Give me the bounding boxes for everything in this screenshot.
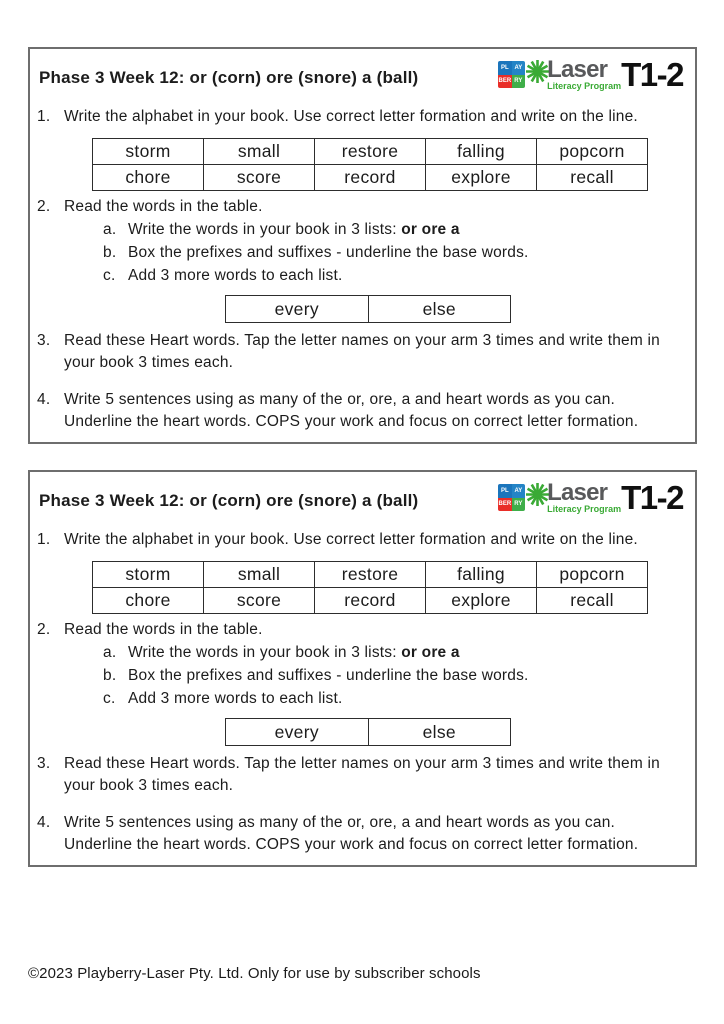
instruction-4-number: 4. bbox=[37, 391, 51, 408]
heart-words-table bbox=[225, 295, 511, 323]
word-table-row bbox=[93, 139, 648, 165]
worksheet-panel bbox=[28, 47, 697, 444]
instruction-2a-text bbox=[128, 642, 683, 664]
heart-word-cell: else bbox=[368, 296, 511, 323]
playberry-puzzle-icon bbox=[498, 484, 525, 511]
word-cell: record bbox=[315, 588, 426, 614]
word-cell: storm bbox=[93, 139, 204, 165]
instruction-2a-text-plain: Write the words in your book in 3 lists: bbox=[128, 644, 402, 661]
word-cell: explore bbox=[426, 588, 537, 614]
instruction-2-text: Read the words in the table. bbox=[64, 621, 263, 638]
instruction-3-number: 3. bbox=[37, 332, 51, 349]
word-table-row bbox=[93, 165, 648, 191]
word-cell: score bbox=[204, 165, 315, 191]
heart-word-cell: else bbox=[368, 719, 511, 746]
playberry-laser-logo bbox=[498, 55, 683, 93]
laser-brand-block bbox=[547, 481, 621, 514]
literacy-program-text: Literacy Program bbox=[547, 81, 622, 91]
instruction-4 bbox=[37, 812, 683, 856]
instruction-2b-letter: b. bbox=[103, 244, 117, 261]
instruction-2a bbox=[103, 642, 683, 664]
instruction-2-text: Read the words in the table. bbox=[64, 198, 263, 215]
instruction-2a-text-bold: or ore a bbox=[401, 644, 460, 661]
instruction-2c-text: Add 3 more words to each list. bbox=[128, 690, 343, 707]
worksheet-panel-2-slot bbox=[28, 470, 697, 867]
word-cell: small bbox=[204, 139, 315, 165]
word-cell: falling bbox=[426, 139, 537, 165]
puzzle-piece-ry: RY bbox=[512, 75, 526, 89]
word-cell: restore bbox=[315, 139, 426, 165]
instruction-2b bbox=[103, 242, 683, 264]
word-cell: storm bbox=[93, 562, 204, 588]
word-cell: small bbox=[204, 562, 315, 588]
word-cell: score bbox=[204, 588, 315, 614]
literacy-program-text: Literacy Program bbox=[547, 504, 622, 514]
word-cell: recall bbox=[537, 588, 648, 614]
instruction-2a-text bbox=[128, 219, 683, 241]
instruction-4-text: Write 5 sentences using as many of the or, ore, a and heart words as you can. Underline the heart words. COPS your work and focus on correct letter formation. bbox=[64, 391, 639, 430]
puzzle-piece-pl: PL bbox=[498, 484, 512, 498]
word-cell: chore bbox=[93, 165, 204, 191]
panel-header bbox=[37, 55, 683, 93]
laser-brand-text: Laser bbox=[547, 479, 608, 506]
panel-header bbox=[37, 478, 683, 516]
heart-words-row bbox=[226, 719, 511, 746]
heart-word-cell: every bbox=[226, 296, 369, 323]
term-tag: T1-2 bbox=[621, 55, 683, 93]
instruction-1-number: 1. bbox=[37, 531, 51, 548]
word-cell: chore bbox=[93, 588, 204, 614]
instruction-4-text: Write 5 sentences using as many of the or, ore, a and heart words as you can. Underline the heart words. COPS your work and focus on correct letter formation. bbox=[64, 814, 639, 853]
puzzle-piece-ber: BER bbox=[498, 498, 512, 512]
instruction-2a-letter: a. bbox=[103, 644, 117, 661]
instruction-2c bbox=[103, 265, 683, 287]
worksheet-title: Phase 3 Week 12: or (corn) ore (snore) a (ball) bbox=[39, 68, 419, 87]
instruction-2c bbox=[103, 688, 683, 710]
instruction-4-number: 4. bbox=[37, 814, 51, 831]
instruction-2a-letter: a. bbox=[103, 221, 117, 238]
word-cell: record bbox=[315, 165, 426, 191]
instruction-2a bbox=[103, 219, 683, 241]
instruction-2a-text-bold: or ore a bbox=[401, 221, 460, 238]
word-cell: explore bbox=[426, 165, 537, 191]
instruction-2 bbox=[37, 619, 683, 641]
instruction-2c-letter: c. bbox=[103, 267, 116, 284]
puzzle-piece-ber: BER bbox=[498, 75, 512, 89]
instruction-2c-letter: c. bbox=[103, 690, 116, 707]
word-cell: restore bbox=[315, 562, 426, 588]
word-table-row bbox=[93, 562, 648, 588]
instruction-2 bbox=[37, 196, 683, 218]
worksheet-panel-copy bbox=[28, 470, 697, 867]
word-cell: popcorn bbox=[537, 139, 648, 165]
word-cell: recall bbox=[537, 165, 648, 191]
worksheet-title: Phase 3 Week 12: or (corn) ore (snore) a (ball) bbox=[39, 491, 419, 510]
playberry-puzzle-icon bbox=[498, 61, 525, 88]
term-tag: T1-2 bbox=[621, 478, 683, 516]
instruction-1 bbox=[37, 529, 683, 551]
worksheet-panel-1-slot bbox=[28, 47, 697, 444]
word-table bbox=[92, 138, 648, 191]
instruction-3-text: Read these Heart words. Tap the letter names on your arm 3 times and write them in your book 3 times each. bbox=[64, 332, 660, 371]
instruction-3-number: 3. bbox=[37, 755, 51, 772]
playberry-laser-logo bbox=[498, 478, 683, 516]
instruction-3 bbox=[37, 753, 683, 797]
instruction-1-number: 1. bbox=[37, 108, 51, 125]
puzzle-piece-ay: AY bbox=[512, 61, 526, 75]
word-cell: falling bbox=[426, 562, 537, 588]
heart-word-cell: every bbox=[226, 719, 369, 746]
instruction-2a-text-plain: Write the words in your book in 3 lists: bbox=[128, 221, 402, 238]
laser-brand-block bbox=[547, 58, 621, 91]
instruction-2b-text: Box the prefixes and suffixes - underline the base words. bbox=[128, 244, 529, 261]
word-cell: popcorn bbox=[537, 562, 648, 588]
instruction-2b bbox=[103, 665, 683, 687]
instruction-4 bbox=[37, 389, 683, 433]
heart-words-table bbox=[225, 718, 511, 746]
heart-words-row bbox=[226, 296, 511, 323]
instruction-2-number: 2. bbox=[37, 621, 51, 638]
puzzle-piece-ay: AY bbox=[512, 484, 526, 498]
instruction-2b-letter: b. bbox=[103, 667, 117, 684]
copyright-footer: ©2023 Playberry-Laser Pty. Ltd. Only for use by subscriber schools bbox=[28, 965, 481, 982]
instruction-1-text: Write the alphabet in your book. Use correct letter formation and write on the line. bbox=[64, 531, 638, 548]
puzzle-piece-ry: RY bbox=[512, 498, 526, 512]
instruction-3 bbox=[37, 330, 683, 374]
instruction-1-text: Write the alphabet in your book. Use correct letter formation and write on the line. bbox=[64, 108, 638, 125]
laser-brand-text: Laser bbox=[547, 56, 608, 83]
word-table bbox=[92, 561, 648, 614]
instruction-3-text: Read these Heart words. Tap the letter names on your arm 3 times and write them in your book 3 times each. bbox=[64, 755, 660, 794]
instruction-2c-text: Add 3 more words to each list. bbox=[128, 267, 343, 284]
instruction-1 bbox=[37, 106, 683, 128]
instruction-2-number: 2. bbox=[37, 198, 51, 215]
word-table-row bbox=[93, 588, 648, 614]
puzzle-piece-pl: PL bbox=[498, 61, 512, 75]
instruction-2b-text: Box the prefixes and suffixes - underline the base words. bbox=[128, 667, 529, 684]
